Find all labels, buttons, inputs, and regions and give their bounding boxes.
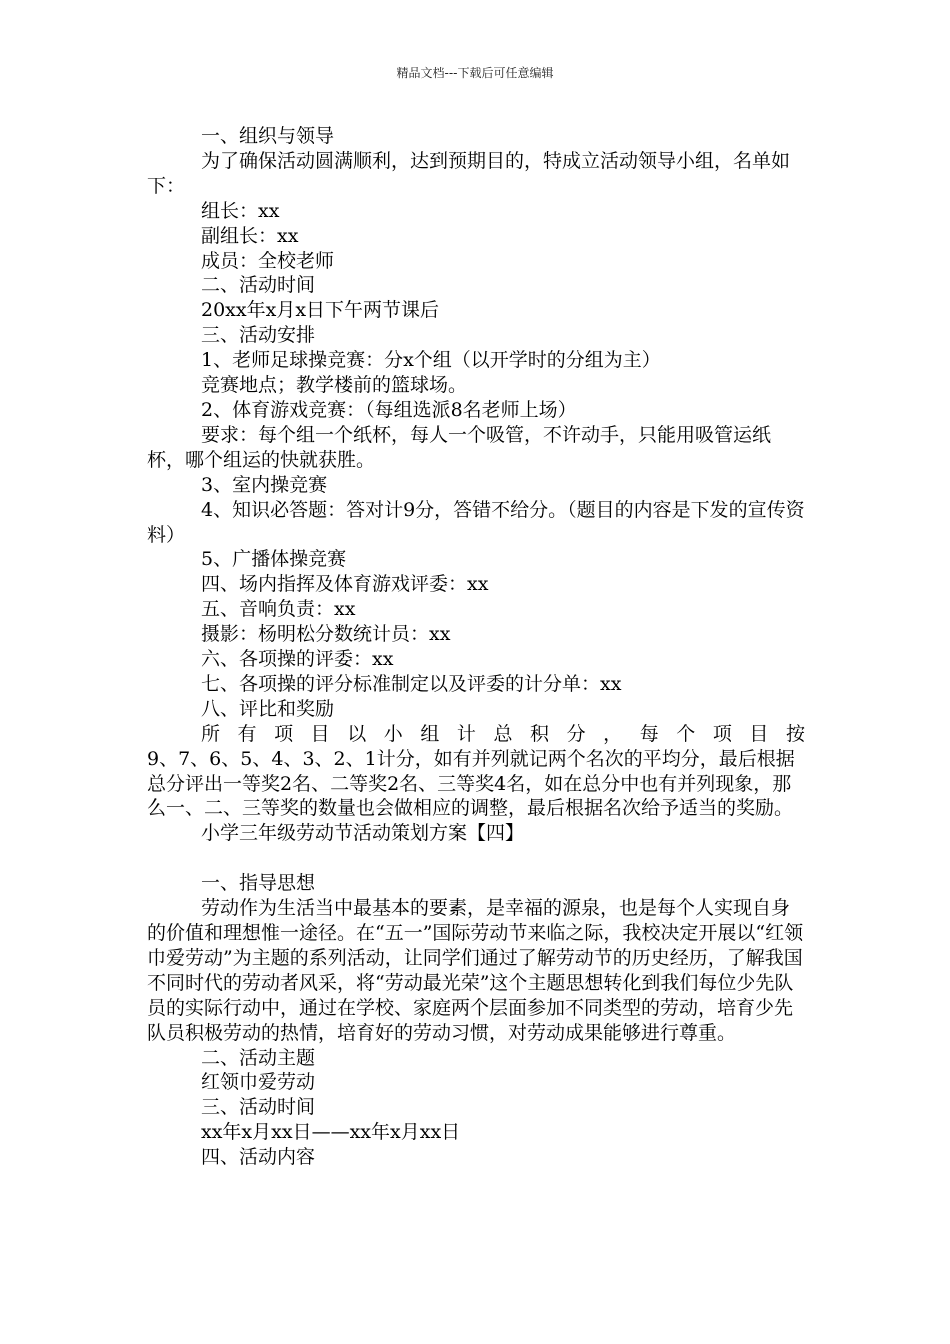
section-heading: 六、各项操的评委：xx [201, 648, 394, 671]
paragraph: 为了确保活动圆满顺利，达到预期目的，特成立活动领导小组，名单如下： [147, 149, 791, 197]
section-heading: 三、活动时间 [201, 1096, 316, 1119]
text-line: 成员：全校老师 [201, 249, 335, 272]
section-heading: 七、各项操的评分标准制定以及评委的计分单：xx [201, 672, 622, 695]
text-line: 组长：xx [201, 199, 280, 222]
section-heading: 一、组织与领导 [201, 125, 335, 147]
paragraph: 要求：每个组一个纸杯，每人一个吸管，不许动手，只能用吸管运纸杯，哪个组运的快就获胜。 [147, 423, 772, 471]
section-heading: 四、场内指挥及体育游戏评委：xx [201, 573, 489, 596]
list-item: 2、体育游戏竞赛：（每组选派8名老师上场） [201, 398, 577, 421]
section-heading: 四、活动内容 [201, 1146, 316, 1169]
section-heading: 三、活动安排 [201, 324, 316, 347]
text-line: 副组长：xx [201, 224, 299, 247]
list-item: 1、老师足球操竞赛：分x个组（以开学时的分组为主） [201, 349, 661, 372]
paragraph: 劳动作为生活当中最基本的要素，是幸福的源泉，也是每个人实现自身的价值和理想惟一途径。在“五一”国际劳动节来临之际，我校决定开展以“红领巾爱劳动”为主题的系列活动，让同学们通过了解劳动节的历史经历，了解我国不同时代的劳动者风采，将“劳动最光荣”这个主题思想转化到我们每位少先队员的实际行动中，通过在学校、家庭两个层面参加不同类型的劳动，培育少先队员积极劳动的热情，培育好的劳动习惯，对劳动成果能够进行尊重。 [147, 897, 804, 1044]
page-header: 精品文档---下载后可任意编辑 [396, 66, 554, 80]
document-body [147, 124, 805, 1170]
section-heading: 五、音响负责：xx [201, 598, 356, 621]
document-title: 小学三年级劳动节活动策划方案【四】 [201, 822, 525, 845]
list-item: 5、广播体操竞赛 [201, 548, 347, 571]
text-line: 所有项目以小组计总积分，每个项目按 [201, 722, 805, 745]
section-heading: 二、活动主题 [201, 1046, 316, 1069]
section-heading: 二、活动时间 [201, 274, 316, 297]
section-heading: 八、评比和奖励 [201, 697, 335, 720]
paragraph: 9、7、6、5、4、3、2、1计分，如有并列就记两个名次的平均分，最后根据总分评出一等奖2名、二等奖2名、三等奖4名，如在总分中也有并列现象，那么一、二、三等奖的数量也会做相应的调整，最后根据名次给予适当的奖励。 [147, 747, 795, 820]
section-heading: 一、指导思想 [201, 872, 316, 895]
text-line: 摄影：杨明松分数统计员：xx [201, 623, 451, 646]
text-line: xx年x月xx日——xx年x月xx日 [201, 1121, 461, 1144]
blank-line [147, 846, 805, 871]
text-line: 红领巾爱劳动 [201, 1071, 316, 1094]
list-item: 4、知识必答题：答对计9分，答错不给分。（题目的内容是下发的宣传资料） [147, 498, 805, 546]
list-item: 3、室内操竞赛 [201, 473, 328, 496]
text-line: 竞赛地点；教学楼前的篮球场。 [201, 374, 468, 397]
text-line: 20xx年x月x日下午两节课后 [201, 299, 440, 322]
